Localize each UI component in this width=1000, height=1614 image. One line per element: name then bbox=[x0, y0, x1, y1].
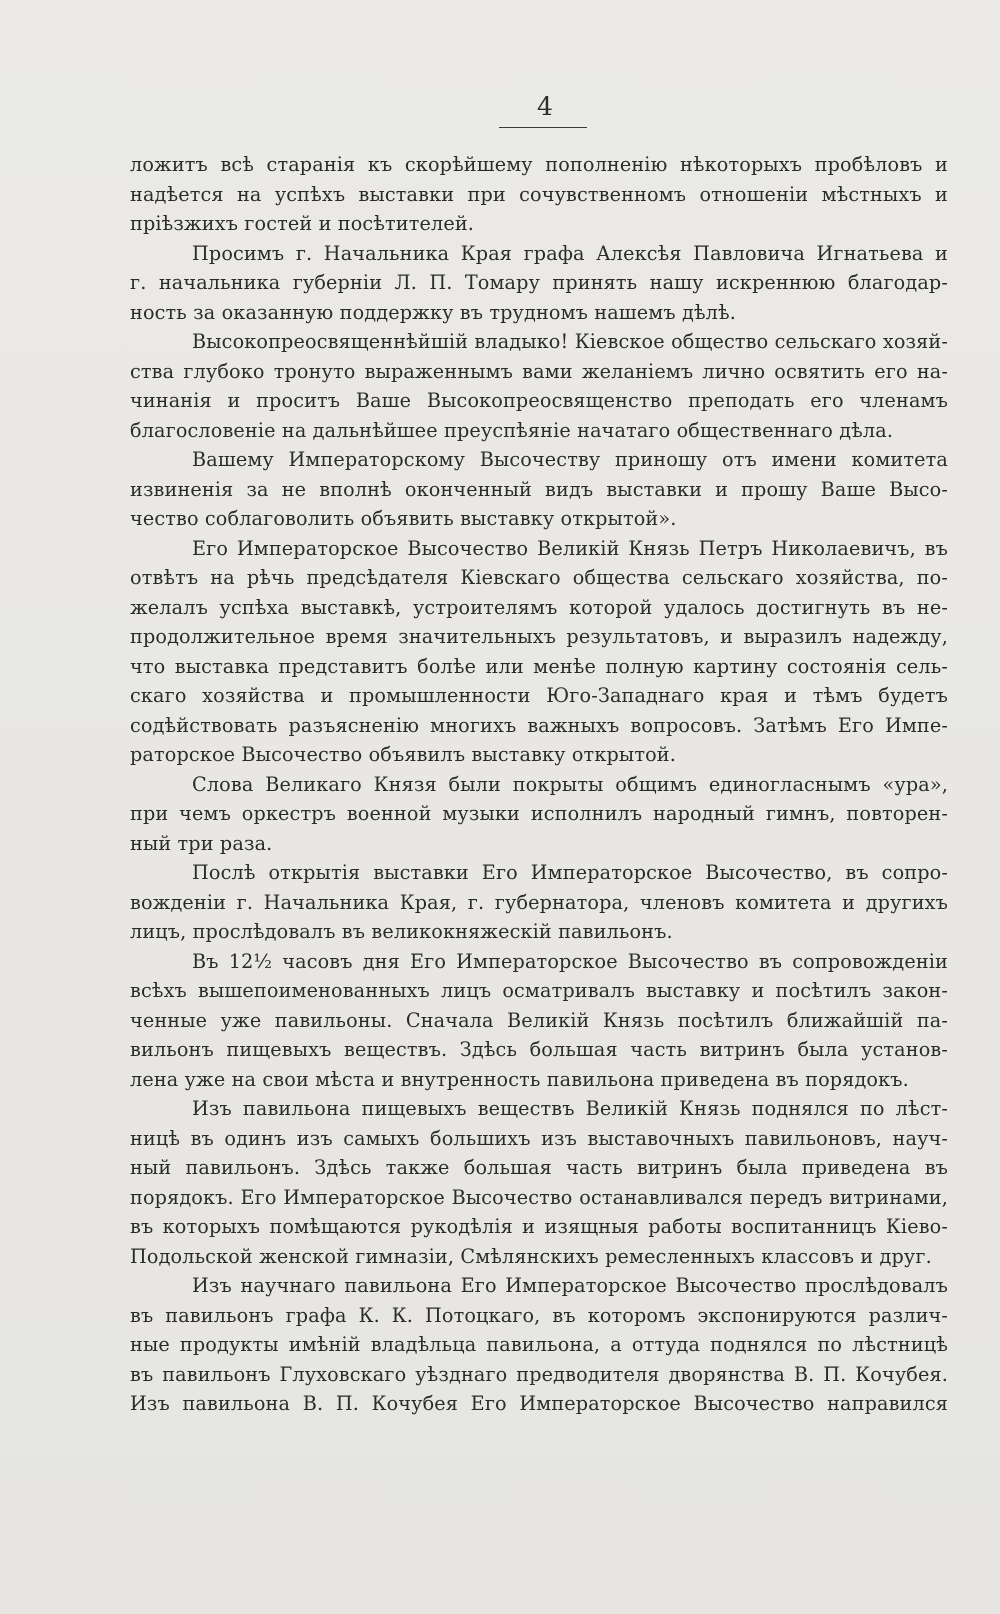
text-line: вильонъ пищевыхъ веществъ. Здѣсь большая часть витринъ была установ- bbox=[130, 1038, 948, 1061]
text-line: ложитъ всѣ старанія къ скорѣйшему пополненію нѣкоторыхъ пробѣловъ и bbox=[130, 153, 948, 176]
text-line: отвѣтъ на рѣчь предсѣдателя Кіевскаго общества сельскаго хозяйства, по- bbox=[130, 566, 948, 589]
page-number-rule bbox=[499, 127, 587, 128]
text-line: г. начальника губерніи Л. П. Томару принять нашу искреннюю благодар- bbox=[130, 271, 948, 294]
text-line: ный павильонъ. Здѣсь также большая часть витринъ была приведена въ bbox=[130, 1156, 948, 1179]
text-line: раторское Высочество объявилъ выставку открытой. bbox=[130, 743, 676, 766]
text-line: Послѣ открытія выставки Его Императорское Высочество, въ сопро- bbox=[192, 861, 948, 884]
text-line: Вашему Императорскому Высочеству приношу отъ имени комитета bbox=[192, 448, 948, 471]
text-line: желалъ успѣха выставкѣ, устроителямъ которой удалось достигнуть въ не- bbox=[130, 595, 948, 619]
text-line: Просимъ г. Начальника Края графа Алексѣя Павловича Игнатьева и bbox=[192, 241, 948, 265]
text-line: Изъ научнаго павильона Его Императорское Высочество прослѣдовалъ bbox=[192, 1274, 948, 1297]
text-line: содѣйствовать разъясненію многихъ важныхъ вопросовъ. Затѣмъ Его Импе- bbox=[130, 713, 948, 737]
text-line: ные продукты имѣній владѣльца павильона, а оттуда поднялся по лѣстницѣ bbox=[130, 1333, 948, 1356]
text-line: всѣхъ вышепоименованныхъ лицъ осматривалъ выставку и посѣтилъ закон- bbox=[130, 979, 948, 1002]
text-line: Его Императорское Высочество Великій Князь Петръ Николаевичъ, въ bbox=[192, 536, 948, 560]
text-line: лицъ, прослѣдовалъ въ великокняжескій павильонъ. bbox=[130, 920, 673, 943]
text-line: пріѣзжихъ гостей и посѣтителей. bbox=[130, 212, 475, 235]
text-line: въ павильонъ Глуховскаго уѣзднаго предводителя дворянства В. П. Кочубея. bbox=[130, 1362, 948, 1386]
text-line: порядокъ. Его Императорское Высочество останавливался передъ витринами, bbox=[130, 1185, 948, 1209]
text-line: что выставка представитъ болѣе или менѣе полную картину состоянія сель- bbox=[130, 654, 948, 678]
text-line: ницѣ въ одинъ изъ самыхъ большихъ изъ выставочныхъ павильоновъ, науч- bbox=[130, 1126, 948, 1150]
text-line: чинанія и проситъ Ваше Высокопреосвященство преподать его членамъ bbox=[130, 389, 948, 412]
text-line: Изъ павильона В. П. Кочубея Его Императорское Высочество направился bbox=[130, 1392, 948, 1415]
page-number: 4 bbox=[537, 92, 553, 121]
text-line: Изъ павильона пищевыхъ веществъ Великій Князь поднялся по лѣст- bbox=[192, 1097, 948, 1120]
text-line: при чемъ оркестръ военной музыки исполнилъ народный гимнъ, повторен- bbox=[130, 802, 948, 825]
text-line: ный три раза. bbox=[130, 831, 273, 855]
text-line: благословеніе на дальнѣйшее преуспѣяніе начатаго общественнаго дѣла. bbox=[130, 418, 894, 442]
text-line: лена уже на свои мѣста и внутренность павильона приведена въ порядокъ. bbox=[130, 1067, 909, 1091]
text-line: извиненія за не вполнѣ оконченный видъ выставки и прошу Ваше Высо- bbox=[130, 477, 948, 501]
text-line: чество соблаговолить объявить выставку открытой». bbox=[130, 507, 677, 530]
text-line: въ которыхъ помѣщаются рукодѣлія и изящныя работы воспитанницъ Кіево- bbox=[130, 1215, 948, 1238]
text-line: ность за оказанную поддержку въ трудномъ нашемъ дѣлѣ. bbox=[130, 300, 736, 324]
text-line: скаго хозяйства и промышленности Юго-Западнаго края и тѣмъ будетъ bbox=[130, 684, 948, 707]
text-line: надѣется на успѣхъ выставки при сочувственномъ отношеніи мѣстныхъ и bbox=[130, 182, 948, 206]
text-line: въ павильонъ графа К. К. Потоцкаго, въ которомъ экспонируются различ- bbox=[130, 1303, 948, 1327]
text-line: продолжительное время значительныхъ результатовъ, и выразилъ надежду, bbox=[130, 625, 948, 648]
text-line: Высокопреосвященнѣйшій владыко! Кіевское общество сельскаго хозяй- bbox=[192, 330, 948, 353]
text-line: ства глубоко тронуто выраженнымъ вами желаніемъ лично освятить его на- bbox=[130, 359, 948, 383]
text-line: Слова Великаго Князя были покрыты общимъ единогласнымъ «ура», bbox=[192, 772, 948, 796]
text-line: ченные уже павильоны. Сначала Великій Князь посѣтилъ ближайшій па- bbox=[130, 1008, 948, 1032]
text-line: вожденіи г. Начальника Края, г. губернатора, членовъ комитета и другихъ bbox=[130, 890, 948, 914]
text-line: Въ 12½ часовъ дня Его Императорское Высочество въ сопровожденіи bbox=[192, 949, 948, 973]
text-line: Подольской женской гимназіи, Смѣлянскихъ ремесленныхъ классовъ и друг. bbox=[130, 1244, 932, 1268]
body-text bbox=[130, 150, 948, 1419]
